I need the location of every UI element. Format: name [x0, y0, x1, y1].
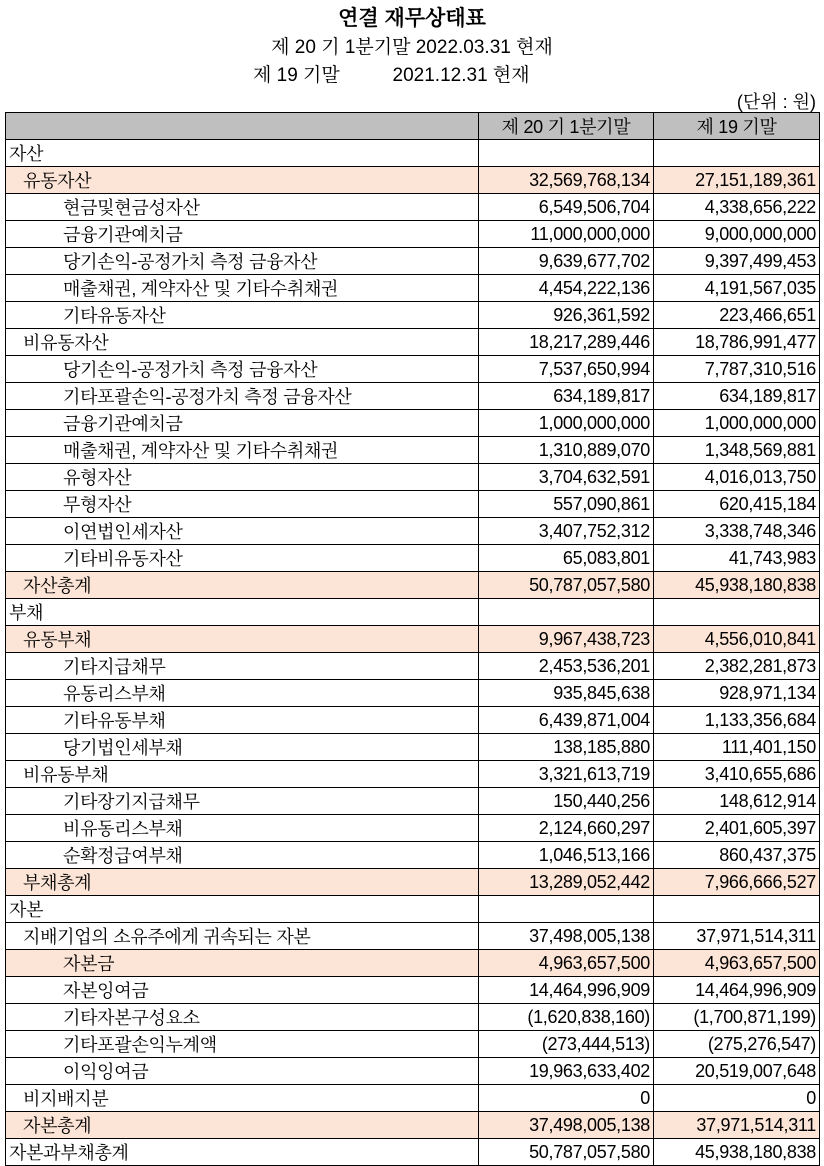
account-label: 기타자본구성요소 [6, 1004, 479, 1031]
current-value: (273,444,513) [479, 1031, 654, 1058]
current-value: 4,454,222,136 [479, 275, 654, 302]
current-value: 3,407,752,312 [479, 518, 654, 545]
account-label: 자산총계 [6, 572, 479, 599]
current-value [479, 896, 654, 923]
table-row [6, 518, 820, 545]
current-value: 9,639,677,702 [479, 248, 654, 275]
prior-value: 45,938,180,838 [654, 572, 820, 599]
account-label: 기타포괄손익누계액 [6, 1031, 479, 1058]
current-value [479, 599, 654, 626]
current-value: 9,967,438,723 [479, 626, 654, 653]
account-label: 자산 [6, 140, 479, 167]
current-value: 3,704,632,591 [479, 464, 654, 491]
prior-value: 37,971,514,311 [654, 923, 820, 950]
account-label: 기타지급채무 [6, 653, 479, 680]
table-row [6, 950, 820, 977]
account-label: 기타포괄손익-공정가치 측정 금융자산 [6, 383, 479, 410]
current-value: 1,046,513,166 [479, 842, 654, 869]
account-label: 유동자산 [6, 167, 479, 194]
account-label: 부채총계 [6, 869, 479, 896]
prior-value: 37,971,514,311 [654, 1112, 820, 1139]
account-label: 비유동자산 [6, 329, 479, 356]
account-label: 순확정급여부채 [6, 842, 479, 869]
table-row [6, 599, 820, 626]
table-row [6, 1139, 820, 1166]
prior-value [654, 599, 820, 626]
table-row [6, 437, 820, 464]
table-row [6, 680, 820, 707]
table-row [6, 248, 820, 275]
current-value: 634,189,817 [479, 383, 654, 410]
account-label: 당기손익-공정가치 측정 금융자산 [6, 356, 479, 383]
account-label: 유동리스부채 [6, 680, 479, 707]
prior-value: 7,787,310,516 [654, 356, 820, 383]
current-value: 14,464,996,909 [479, 977, 654, 1004]
current-value: 6,439,871,004 [479, 707, 654, 734]
account-label: 유동부채 [6, 626, 479, 653]
account-label: 유형자산 [6, 464, 479, 491]
header-prior-period: 제 19 기말 [654, 113, 820, 140]
account-label: 금융기관예치금 [6, 221, 479, 248]
table-row [6, 1031, 820, 1058]
account-label: 부채 [6, 599, 479, 626]
current-value: 138,185,880 [479, 734, 654, 761]
account-label: 기타유동자산 [6, 302, 479, 329]
prior-value [654, 896, 820, 923]
table-row [6, 356, 820, 383]
prior-value: 20,519,007,648 [654, 1058, 820, 1085]
account-label: 자본잉여금 [6, 977, 479, 1004]
table-row [6, 1085, 820, 1112]
prior-value: 3,410,655,686 [654, 761, 820, 788]
table-row [6, 302, 820, 329]
unit-label: (단위 : 원) [736, 92, 816, 112]
header-current-period: 제 20 기 1분기말 [479, 113, 654, 140]
prior-value: 1,000,000,000 [654, 410, 820, 437]
prior-value: 223,466,651 [654, 302, 820, 329]
table-row [6, 167, 820, 194]
current-value: 7,537,650,994 [479, 356, 654, 383]
current-value: 3,321,613,719 [479, 761, 654, 788]
account-label: 기타유동부채 [6, 707, 479, 734]
current-value: 0 [479, 1085, 654, 1112]
account-label: 무형자산 [6, 491, 479, 518]
current-value: 37,498,005,138 [479, 923, 654, 950]
account-label: 현금및현금성자산 [6, 194, 479, 221]
account-label: 기타비유동자산 [6, 545, 479, 572]
table-row [6, 977, 820, 1004]
account-label: 비유동부채 [6, 761, 479, 788]
account-label: 자본총계 [6, 1112, 479, 1139]
account-label: 기타장기지급채무 [6, 788, 479, 815]
table-row [6, 734, 820, 761]
current-value: 13,289,052,442 [479, 869, 654, 896]
table-row [6, 788, 820, 815]
prior-value: 620,415,184 [654, 491, 820, 518]
current-value: 1,310,889,070 [479, 437, 654, 464]
table-row [6, 896, 820, 923]
table-row [6, 410, 820, 437]
prior-value: 1,133,356,684 [654, 707, 820, 734]
table-row [6, 140, 820, 167]
prior-value: (275,276,547) [654, 1031, 820, 1058]
account-label: 자본금 [6, 950, 479, 977]
prior-value: 860,437,375 [654, 842, 820, 869]
account-label: 비유동리스부채 [6, 815, 479, 842]
current-value: 2,124,660,297 [479, 815, 654, 842]
current-value: 37,498,005,138 [479, 1112, 654, 1139]
period-current: 제 20 기 1분기말 2022.03.31 현재 [271, 37, 553, 58]
prior-value: 9,000,000,000 [654, 221, 820, 248]
prior-value: 27,151,189,361 [654, 167, 820, 194]
current-value: 150,440,256 [479, 788, 654, 815]
table-row [6, 1058, 820, 1085]
prior-value: 4,963,657,500 [654, 950, 820, 977]
account-label: 당기손익-공정가치 측정 금융자산 [6, 248, 479, 275]
table-row [6, 1004, 820, 1031]
table-row [6, 923, 820, 950]
current-value: 19,963,633,402 [479, 1058, 654, 1085]
table-row [6, 869, 820, 896]
current-value: (1,620,838,160) [479, 1004, 654, 1031]
account-label: 이연법인세자산 [6, 518, 479, 545]
account-label: 이익잉여금 [6, 1058, 479, 1085]
prior-value: 1,348,569,881 [654, 437, 820, 464]
header-account [6, 113, 479, 140]
table-row [6, 194, 820, 221]
current-value: 65,083,801 [479, 545, 654, 572]
prior-value: 148,612,914 [654, 788, 820, 815]
account-label: 금융기관예치금 [6, 410, 479, 437]
prior-value: 41,743,983 [654, 545, 820, 572]
prior-value: 14,464,996,909 [654, 977, 820, 1004]
current-value: 2,453,536,201 [479, 653, 654, 680]
prior-value: 9,397,499,453 [654, 248, 820, 275]
prior-value: 2,401,605,397 [654, 815, 820, 842]
prior-value: 111,401,150 [654, 734, 820, 761]
prior-value: (1,700,871,199) [654, 1004, 820, 1031]
account-label: 당기법인세부채 [6, 734, 479, 761]
current-value: 935,845,638 [479, 680, 654, 707]
current-value: 32,569,768,134 [479, 167, 654, 194]
period-prior: 제 19 기말 2021.12.31 현재 [253, 65, 530, 86]
prior-value: 4,016,013,750 [654, 464, 820, 491]
table-row [6, 626, 820, 653]
account-label: 자본과부채총계 [6, 1139, 479, 1166]
prior-value: 7,966,666,527 [654, 869, 820, 896]
table-row [6, 653, 820, 680]
current-value [479, 140, 654, 167]
table-row [6, 383, 820, 410]
table-row [6, 1112, 820, 1139]
table-row [6, 842, 820, 869]
prior-value: 4,191,567,035 [654, 275, 820, 302]
prior-value: 4,338,656,222 [654, 194, 820, 221]
account-label: 매출채권, 계약자산 및 기타수취채권 [6, 275, 479, 302]
account-label: 매출채권, 계약자산 및 기타수취채권 [6, 437, 479, 464]
prior-value: 18,786,991,477 [654, 329, 820, 356]
table-row [6, 572, 820, 599]
table-row [6, 545, 820, 572]
account-label: 지배기업의 소유주에게 귀속되는 자본 [6, 923, 479, 950]
prior-value: 0 [654, 1085, 820, 1112]
prior-value [654, 140, 820, 167]
table-row [6, 761, 820, 788]
prior-value: 45,938,180,838 [654, 1139, 820, 1166]
account-label: 비지배지분 [6, 1085, 479, 1112]
prior-value: 3,338,748,346 [654, 518, 820, 545]
statement-title: 연결 재무상태표 [338, 7, 486, 30]
table-row [6, 329, 820, 356]
prior-value: 928,971,134 [654, 680, 820, 707]
current-value: 50,787,057,580 [479, 1139, 654, 1166]
current-value: 18,217,289,446 [479, 329, 654, 356]
table-row [6, 491, 820, 518]
table-row [6, 464, 820, 491]
current-value: 557,090,861 [479, 491, 654, 518]
prior-value: 2,382,281,873 [654, 653, 820, 680]
prior-value: 4,556,010,841 [654, 626, 820, 653]
table-row [6, 707, 820, 734]
current-value: 1,000,000,000 [479, 410, 654, 437]
header-row [6, 113, 820, 140]
current-value: 926,361,592 [479, 302, 654, 329]
current-value: 11,000,000,000 [479, 221, 654, 248]
table-row [6, 815, 820, 842]
current-value: 6,549,506,704 [479, 194, 654, 221]
table-row [6, 275, 820, 302]
account-label: 자본 [6, 896, 479, 923]
prior-value: 634,189,817 [654, 383, 820, 410]
balance-sheet-table [5, 112, 820, 1166]
current-value: 50,787,057,580 [479, 572, 654, 599]
table-row [6, 221, 820, 248]
current-value: 4,963,657,500 [479, 950, 654, 977]
